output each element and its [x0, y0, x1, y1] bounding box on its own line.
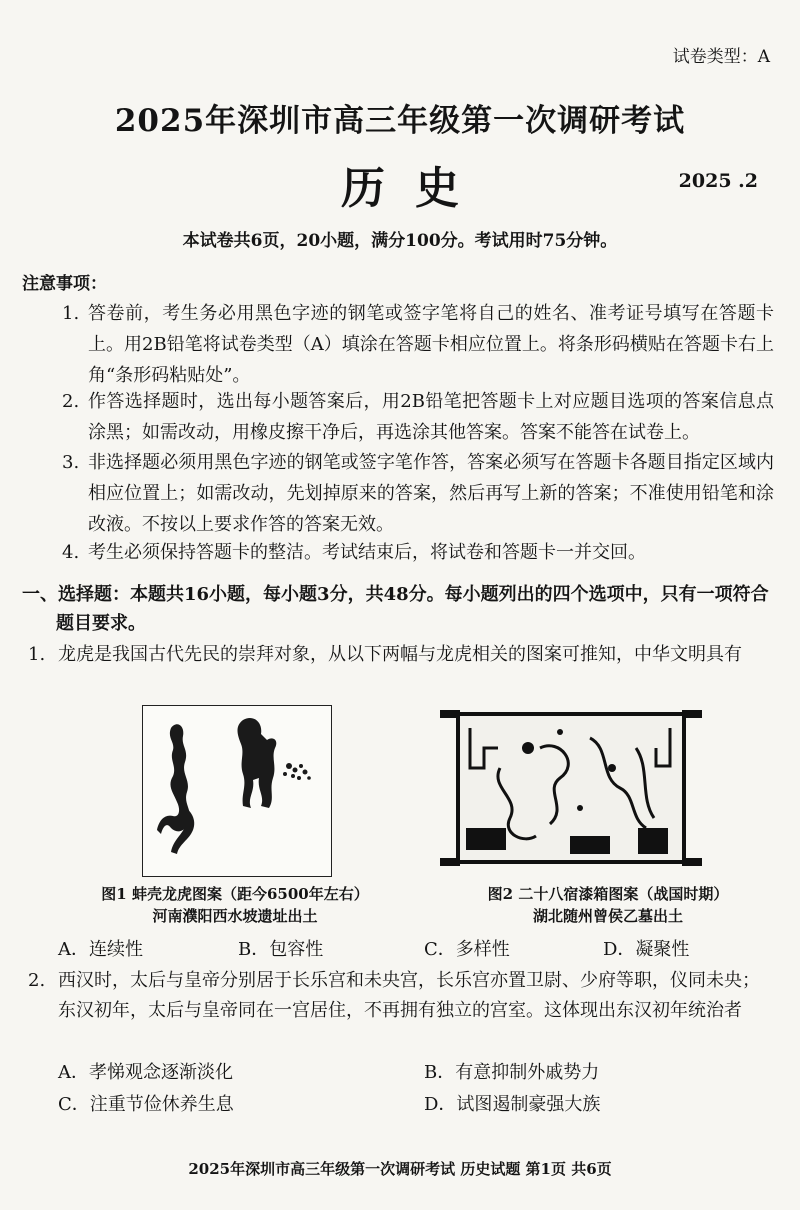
notice-item-number: 1.	[62, 303, 80, 324]
section-heading-text: 一、选择题：本题共16小题，每小题3分，共48分。每小题列出的四个选项中，只有一项符合题目要求。	[22, 584, 769, 634]
question-2-stem	[28, 966, 776, 1026]
subject-title: 历史	[341, 163, 489, 214]
question-text: 西汉时，太后与皇帝分别居于长乐宫和未央宫，长乐宫亦置卫尉、少府等职，仪同未央；东汉初年，太后与皇帝同在一宫居住，不再拥有独立的宫室。这体现出东汉初年统治者	[58, 970, 760, 1021]
notice-item-text: 考生必须保持答题卡的整洁。考试结束后，将试卷和答题卡一并交回。	[88, 542, 646, 563]
section-heading	[22, 580, 780, 638]
figure-1-image	[142, 705, 332, 877]
figure-2-caption-line1: 图2 二十八宿漆箱图案（战国时期）	[487, 885, 729, 903]
question-number: 1.	[28, 644, 46, 665]
figure-1-caption-line1: 图1 蚌壳龙虎图案（距今6500年左右）	[101, 885, 369, 903]
question-2-option-b[interactable]: B．有意抑制外戚势力	[424, 1062, 600, 1083]
question-1-option-c[interactable]: C．多样性	[424, 939, 510, 960]
notice-item-number: 2.	[62, 391, 80, 412]
question-1-option-b[interactable]: B．包容性	[238, 939, 324, 960]
notice-item	[62, 537, 774, 568]
question-1-stem	[28, 640, 776, 670]
notice-item	[62, 447, 774, 540]
notice-heading: 注意事项：	[22, 274, 107, 294]
question-text: 龙虎是我国古代先民的崇拜对象，从以下两幅与龙虎相关的图案可推知，中华文明具有	[58, 644, 742, 665]
figure-1-caption	[40, 883, 430, 927]
figure-2-caption	[418, 883, 798, 927]
dragon-tiger-shell-mosaic	[143, 706, 331, 876]
figure-2-image	[440, 708, 702, 868]
question-2-option-a[interactable]: A．孝悌观念逐渐淡化	[58, 1062, 233, 1083]
notice-item	[62, 298, 774, 391]
question-2-option-c[interactable]: C．注重节俭休养生息	[58, 1094, 234, 1115]
exam-info: 本试卷共6页，20小题，满分100分。考试用时75分钟。	[182, 231, 618, 251]
lacquer-box-pattern	[440, 708, 702, 868]
figure-1-caption-line2: 河南濮阳西水坡遗址出土	[152, 907, 318, 925]
page-footer: 2025年深圳市高三年级第一次调研考试 历史试题 第1页 共6页	[188, 1160, 612, 1178]
notice-item-number: 4.	[62, 542, 80, 563]
notice-item-text: 非选择题必须用黑色字迹的钢笔或签字笔作答，答案必须写在答题卡各题目指定区域内相应位置上；如需改动，先划掉原来的答案，然后再写上新的答案；不准使用铅笔和涂改液。不按以上要求作答的答案无效。	[88, 452, 774, 535]
exam-title: 2025年深圳市高三年级第一次调研考试	[114, 103, 686, 139]
question-number: 2.	[28, 970, 46, 991]
question-1-option-d[interactable]: D．凝聚性	[603, 939, 690, 960]
notice-item	[62, 386, 774, 448]
exam-date: 2025 .2	[678, 170, 758, 192]
paper-type-label: 试卷类型：A	[672, 47, 770, 67]
notice-item-text: 作答选择题时，选出每小题答案后，用2B铅笔把答题卡上对应题目选项的答案信息点涂黑；如需改动，用橡皮擦干净后，再选涂其他答案。答案不能答在试卷上。	[88, 391, 774, 443]
question-2-option-d[interactable]: D．试图遏制豪强大族	[424, 1094, 601, 1115]
notice-item-number: 3.	[62, 452, 80, 473]
figure-2-caption-line2: 湖北随州曾侯乙墓出土	[532, 907, 683, 925]
question-1-option-a[interactable]: A．连续性	[58, 939, 143, 960]
notice-item-text: 答卷前，考生务必用黑色字迹的钢笔或签字笔将自己的姓名、准考证号填写在答题卡上。用2B铅笔将试卷类型（A）填涂在答题卡相应位置上。将条形码横贴在答题卡右上角“条形码粘贴处”。	[88, 303, 774, 386]
